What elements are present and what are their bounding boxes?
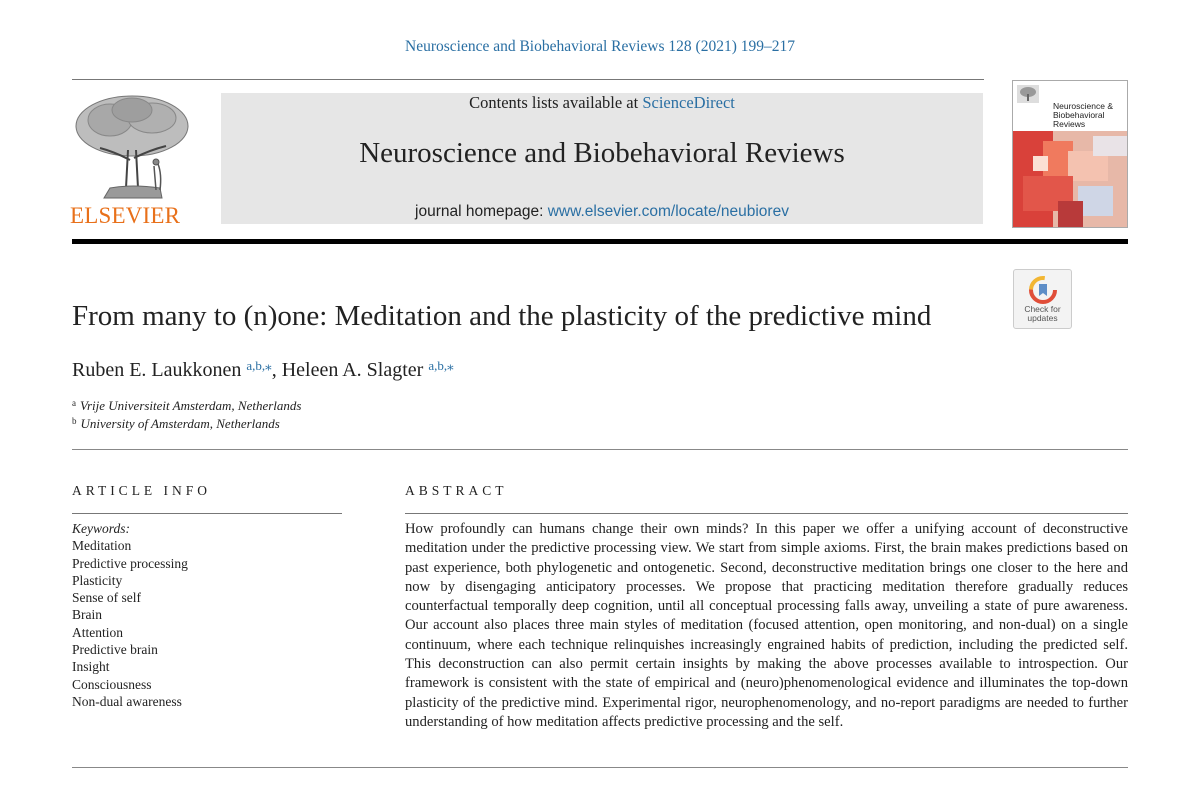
affiliation-mark: b	[72, 416, 77, 426]
journal-citation[interactable]: Neuroscience and Biobehavioral Reviews 128 (2021) 199–217	[405, 38, 795, 55]
homepage-line	[221, 203, 983, 221]
affiliation-mark: a	[72, 398, 76, 408]
keyword-item: Sense of self	[72, 590, 141, 606]
tree-icon	[70, 90, 195, 202]
abstract-divider	[405, 513, 1128, 514]
header-divider	[72, 79, 984, 80]
check-updates-label: Check for updates	[1024, 304, 1061, 323]
bottom-divider	[72, 767, 1128, 768]
abstract-heading: ABSTRACT	[405, 483, 508, 498]
keyword-item: Plasticity	[72, 572, 123, 588]
elsevier-mini-logo-icon	[1017, 85, 1039, 103]
affiliation-text: University of Amsterdam, Netherlands	[80, 416, 280, 431]
journal-cover[interactable]	[1012, 80, 1128, 228]
author-marks[interactable]: a,b,⁎	[428, 358, 454, 373]
cover-title: Neuroscience & Biobehavioral Reviews	[1053, 101, 1114, 129]
publisher-logo	[70, 90, 195, 230]
keyword-item: Predictive processing	[72, 555, 188, 571]
publisher-wordmark: ELSEVIER	[70, 203, 181, 228]
abstract-text: How profoundly can humans change their own minds? In this paper we offer a unifying account of deconstructive meditation under the predictive processing view. We start from simple axioms. First, the brain makes predictions based on past experience, both phylogenetic and ontogenetic. Second, deconstructive meditation brings one closer to the here and now by disengaging anticipatory processes. We propose that practicing meditation therefore gradually reduces counterfactual temporally deep cognition, until all conceptual processing falls away, unveiling a state of pure awareness. Our account also places three main styles of meditation (focused attention, open monitoring, and non-dual) on a single continuum, where each technique relinquishes increasingly engrained habits of prediction, including the predicted self. This deconstruction can also permit certain insights by making the above processes available to introspection. Our framework is consistent with the state of empirical and (neuro)phenomenological evidence and illuminates the top-down plasticity of the predictive mind. Experimental rigor, neurophenomenology, and no-report paradigms are needed to further understanding of how meditation affects predictive processing and the self.	[405, 521, 1128, 730]
article-info-divider	[72, 513, 342, 514]
sciencedirect-link[interactable]: ScienceDirect	[642, 93, 735, 112]
journal-title: Neuroscience and Biobehavioral Reviews	[359, 137, 845, 169]
contents-prefix: Contents lists available at	[469, 93, 643, 112]
keyword-item: Insight	[72, 659, 110, 675]
affiliation-text: Vrije Universiteit Amsterdam, Netherlands	[80, 398, 302, 413]
keyword-item: Brain	[72, 607, 102, 623]
check-updates-icon	[1029, 276, 1057, 304]
author-name[interactable]: Ruben E. Laukkonen	[72, 359, 242, 381]
keyword-item: Meditation	[72, 538, 132, 554]
affiliation	[72, 398, 301, 414]
keyword-item: Consciousness	[72, 676, 152, 692]
author-name[interactable]: Heleen A. Slagter	[281, 359, 424, 381]
keywords-label: Keywords:	[72, 521, 130, 536]
keywords-block	[72, 520, 188, 710]
check-for-updates-button[interactable]	[1013, 269, 1072, 329]
article-info-heading: ARTICLE INFO	[72, 483, 212, 498]
keyword-item: Non-dual awareness	[72, 693, 182, 709]
journal-banner	[221, 93, 983, 224]
article-title: From many to (n)one: Meditation and the plasticity of the predictive mind	[72, 300, 932, 332]
author-separator: ,	[271, 359, 282, 381]
cover-artwork	[1013, 131, 1127, 227]
author-list	[72, 358, 454, 382]
keyword-item: Attention	[72, 624, 123, 640]
section-divider	[72, 449, 1128, 450]
homepage-prefix: journal homepage:	[415, 203, 548, 220]
author-marks[interactable]: a,b,⁎	[246, 358, 272, 373]
contents-line	[221, 93, 983, 113]
affiliation	[72, 416, 280, 432]
keyword-item: Predictive brain	[72, 642, 158, 658]
homepage-link[interactable]: www.elsevier.com/locate/neubiorev	[547, 203, 789, 220]
header-thick-divider	[72, 239, 1128, 244]
